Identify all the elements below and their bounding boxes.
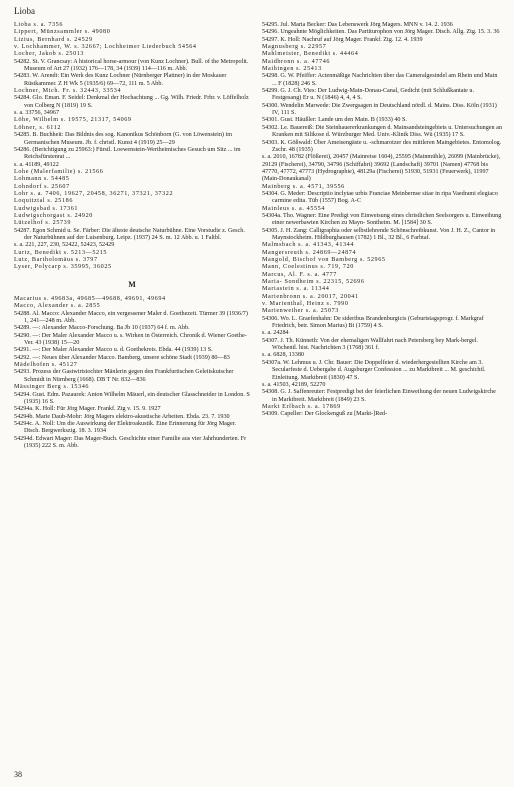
- index-entry: Löhner, s. 6112: [14, 124, 62, 131]
- index-entry: 54309. Capeller: Der Glockenguß zu [Markt-]Red-: [262, 411, 388, 418]
- index-entry: 54291. —: Der Maler Alexander Macco u. d. Goethekreis. Ebda. 44 (1939) 13 S.: [14, 347, 213, 354]
- index-entry: 54297. K. Holl: Nachruf auf Jörg Mager. Frankf. Ztg. 12. 4. 1939: [262, 36, 423, 43]
- index-entry: 54292. —: Neues über Alexander Macco. Bamberg, unsere schöne Stadt (1939) 80—83: [14, 354, 230, 361]
- index-entry: 54303. K. Gößwald: Über Ameisengäste u. -schmarotzer des mittleren Maingebietes. Entomolog. Zschr. 48 (1935): [262, 139, 502, 153]
- index-entry: 54285. B. Buchheit: Das Bildnis des sog. Kanonikus Schönborn (G. von Löwenstein) im Germanischen Museum. Jb. f. christl. Kunst 4 (1919) 25—29: [14, 132, 232, 146]
- index-entry: Lippert, Münzsammler s. 49080: [14, 29, 111, 36]
- index-entry: Mässinger Berg s. 15346: [14, 384, 90, 391]
- index-entry: Locher, Jakob s. 25013: [14, 51, 85, 58]
- index-entry: Lohmann s. 54485: [14, 176, 70, 183]
- index-entry: Mangersreuth s. 24869—24874: [262, 249, 357, 256]
- index-entry: 54294a. K. Holl: Für Jörg Mager. Frankf. Ztg v. 15. 9. 1927: [14, 406, 161, 413]
- index-entry: Ludwigschorgast s. 24920: [14, 212, 93, 219]
- index-entry: 54282. St. V. Grancsay: A historical horse-armour (von Kunz Lochner). Bull. of the Metropolit. Museum of Art 27 (1932) 176—178, 34 (1939) 114—116 m. Abb.: [14, 58, 249, 73]
- index-entry: Malmsbach s. a. 41343, 41344: [262, 242, 355, 249]
- index-entry: 54307. J. Th. Künneth: Von der ehemaligen Wallfahrt nach Petersberg bey Mark-bergel. Wöchentl. hist. Nachrichten 3 (1768) 361 f.: [262, 337, 478, 352]
- index-entry: 54295. Jul. Maria Becker: Das Lebenswerk Jörg Magers. MNN v. 14. 2. 1936: [262, 22, 453, 28]
- index-entry: Lohr s. a. 7406, 19627, 20458, 36271, 37321, 37322: [14, 190, 174, 197]
- index-entry: 54308. G. J. Saffenreuter: Festpredigt bei der feierlichen Einweihung der neuen Ludwigskirche in Marktbreit. Marktbreit (1849) 23 S.: [262, 389, 496, 403]
- index-entry: 54299. G. J. Ch. Vies: Der Ludwig-Main-Donau-Canal, Gedicht (mit Schlußkantate u. Festgesang) Er u. N (1846) 4, 4, 4 S.: [262, 88, 475, 102]
- index-entry: 54304. G. Meder: Descriptio inclytae urbis Franciae Meinbernse sitae in ripa Vaedrami elegiaco carmine edita. Tüb (1557) Bog. A-C: [262, 190, 498, 205]
- index-entry: 54290. —: Der Maler Alexander Macco u. s. Wirken in Österreich. Chronik d. Wiener Goethe-Ver. 43 (1938) 15—20: [14, 332, 247, 347]
- index-entry: Mann, Coelestinus s. 719, 720: [262, 264, 354, 271]
- index-entry: Mainleus s. a. 45554: [262, 205, 325, 212]
- index-entry: 54301. Gust. Häußler: Lande um den Main. B (1933) 40 S.: [262, 117, 407, 124]
- index-entry: 54294. Gust. Edm. Pazaurek: Anton Wilhelm Mäuerl, ein deutscher Glasschneider in London. S (1935) 16 S.: [14, 391, 250, 405]
- index-entry: Lutz, Bartholomäus s. 3797: [14, 257, 98, 263]
- index-entry: 54296. Ungeahnte Möglichkeiten. Das Partiturophon von Jörg Mager. Dtsch. Allg. Ztg. 15. 3. 36: [262, 29, 500, 36]
- index-entry: 54294b. Marie Daub-Mohr: Jörg Magers elektro-akustische Arbeiten. Ebda. 23. 7. 1930: [14, 413, 230, 420]
- index-entry: 54302. Le. Bauereiß: Die Steinhauererkrankungen d. Mainsandsteingebiets u. Untersuchungen an Kranken mit Silikose d. Würzburger Med. Univ.-Klinik Diss. Wü (1935) 17 S.: [262, 124, 502, 139]
- index-entry: Löhe, Wilhelm s. 19575, 21317, 54069: [14, 117, 132, 124]
- index-entry: 54293. Prozess der Gastwirtstochter Mänlerin gegen den Frankfurtischen Geleitskutscher Schmidt in Nürnberg (1668). DB T Nr. 832—836: [14, 369, 234, 383]
- index-entry: s. a. 221, 227, 230, 52422, 52423, 52429: [14, 242, 115, 249]
- section-heading-m: M: [128, 279, 136, 289]
- index-entry: Marienweiher s. a. 25073: [262, 308, 339, 315]
- index-entry: 54289. —: Alexander Macco-Forschung. Ba Jb 10 (1937) 64 f. m. Abb.: [14, 325, 190, 332]
- index-entry: s. a. 24284: [262, 330, 289, 337]
- index-entry: Lizius, Bernhard s. 24529: [14, 36, 93, 43]
- index-entry: 54294d. Edwart Mager: Das Mager-Buch. Geschichte einer Familie aus vier Jahrhunderten. Fr (1935) 222 S. m. Abb.: [14, 435, 247, 449]
- index-entry: s. a. 6828, 13380: [262, 352, 304, 359]
- index-entry: 54304a. Tho. Wagner: Eine Predigt von Einweisung eines christlichen Seelsorgers u. Einweihung einer newerbawten Kirchen zu Mayn- Sontheim. M. [1584] 30 S.: [262, 212, 502, 227]
- left-column: [14, 22, 250, 450]
- index-entry: 54283. W. Arendt: Ein Werk des Kunz Lochner (Nürnberger Plattner) in der Moskauer Rüstkammer. Z H Wk 5 (1935/6) 69—72, 111 m. 5 Abb.: [14, 73, 227, 87]
- index-entry: 54286. (Berichtigung zu 25963:) Fürstl. Loewenstein-Wertheimisches Gesuch um Sitz ... im Reichsfürstenrat ...: [14, 146, 241, 161]
- left-column-entries-m: [14, 296, 250, 450]
- right-column-entries: [262, 22, 502, 419]
- index-entry: 54305. J. H. Zang: Calligraphia oder selbstlehrende Schönschreibkunst. Von J. H. Z., Cantor in Maynstockheim. Hildburghausen (1782) 1 Bl., 32 Bl., 6 Farbtaf.: [262, 227, 496, 241]
- index-entry: 54288. Al. Macco: Alexander Macco, ein vergessener Maler d. Goethezeit. Türmer 39 (1936/7) 1, 241—248 m. Abb.: [14, 310, 248, 325]
- index-entry: Mainberg s. a. 4571, 39556: [262, 183, 345, 190]
- index-entry: Macco, Alexander s. a. 2855: [14, 303, 101, 310]
- index-entry: v. Marienthal, Heinz s. 7990: [262, 301, 349, 308]
- index-entry: Lohndorf s. 25607: [14, 183, 70, 190]
- index-entry: Loquitztal s. 25186: [14, 198, 73, 205]
- index-entry: s. a. 41503, 42189, 52270: [262, 381, 326, 388]
- index-entry: Markt Erlbach s. a. 17869: [262, 403, 341, 410]
- index-entry: 54287. Egon Schmid u. Se. Färber: Die älteste deutsche Naturbühne. Eine Vorstudie z. Gesch. der Naturbühnen auf der Luisenburg. Leipz. (1937) 24 S. m. 12 Abb. u. 1 Faltbl.: [14, 227, 245, 241]
- index-entry: Lurtz, Benedikt s. 5213—5215: [14, 249, 108, 256]
- index-entry: 54300. Wendelin Marwede: Die Zwergsagen in Deutschland nördl. d. Mains. Diss. Köln (1931) IV, 111 S.: [262, 102, 497, 117]
- index-entry: 54294c. A. Noll: Um die Auswirkung der Elektroakustik. Eine Erinnerung für Jörg Mager. Dtsch. Bergwerkszig. 18. 3. 1934: [14, 420, 236, 435]
- index-entry: Magnusberg s. 22957: [262, 44, 327, 51]
- index-entry: Maria- Sondheim s. 22315, 52696: [262, 279, 365, 286]
- index-entry: Mädelhofen s. 45127: [14, 362, 78, 369]
- index-entry: Mangold, Bischof von Bamberg s. 52965: [262, 257, 386, 263]
- index-entry: s. a. 41189, 49122: [14, 161, 59, 168]
- index-entry: Lioba s. a. 7356: [14, 22, 63, 28]
- page-number: 38: [14, 770, 22, 779]
- index-entry: Macarius s. 49683a, 49685—49688, 49691, 49694: [14, 296, 166, 303]
- index-entry: Lützelhof s. 25739: [14, 220, 72, 227]
- index-entry: Ludwigsbad s. 17361: [14, 205, 79, 212]
- running-header: Lioba: [14, 6, 35, 16]
- index-entry: 54307a. W. Lehmus u. J. Chr. Bauer: Die Doppelfeier d. wiederhergestellten Kirche am 3. Secularfeste d. Uebergabe d. Augsburger Confession ... zu Marktbreit ... M. geschichtl. Einleitung. Marktbreit (1830) 47 S.: [262, 359, 486, 381]
- index-entry: Lohe (Malerfamilie) s. 21566: [14, 168, 104, 175]
- left-column-entries-l: [14, 22, 250, 272]
- index-entry: 54298. G. W. Pfeiffer: Actenmäßige Nachrichten über das Cameralgesindel am Rhein und Main ... F (1828) 246 S.: [262, 73, 498, 87]
- index-entry: v. Lochhammer, W. s. 32667; Lochheimer Liederbuch 54564: [14, 44, 197, 51]
- index-entry: Marienbronn s. a. 20017, 20041: [262, 293, 359, 300]
- right-column: [262, 22, 502, 419]
- index-entry: Lochner, Mich. Fr. s. 32443, 33534: [14, 88, 122, 95]
- index-entry: s. a. 33756, 34967: [14, 110, 60, 117]
- index-entry: Mahlmeister, Benedikt s. 44464: [262, 51, 359, 58]
- index-entry: Mariastein s. a. 11344: [262, 286, 330, 293]
- index-entry: 54306. Wo. L. Graefenhahn: De sideribus Brandenburgicis (Geburtstagsprogr. f. Markgraf Friedrich, betr. Simon Marius) Bt (1759) 4 S.: [262, 315, 484, 330]
- index-entry: Maidbronn s. a. 47746: [262, 58, 331, 65]
- index-entry: s. a. 2010, 16782 (Flößerei), 20457 (Mainreise 1604), 25595 (Mainmühle), 26099 (Mainbrücke), 29129 (Fischerei), 34790, 34796 (Schiffahrt) 39692 (Landschaft) 39701 (Namen) 47768 bis 47770, 47772, 47773 (Hydrographie), 48129a (Fischerei) 51930, 51931 (Feuerwerk), 11997 (Main-Donaukanal): [262, 154, 501, 183]
- index-entry: 54284. Glo. Eman. F. Seidel: Denkmal der Hochachtung ... Gg. Wilh. Friedr. Frhr. v. Löffelholz von Colberg N (1819) 19 S.: [14, 95, 249, 109]
- index-entry: Maihingen s. 25413: [262, 66, 322, 73]
- index-entry: Lyser, Polycarp s. 35995, 36025: [14, 264, 112, 271]
- index-entry: Marcus, Al. F. s. a. 4777: [262, 271, 337, 278]
